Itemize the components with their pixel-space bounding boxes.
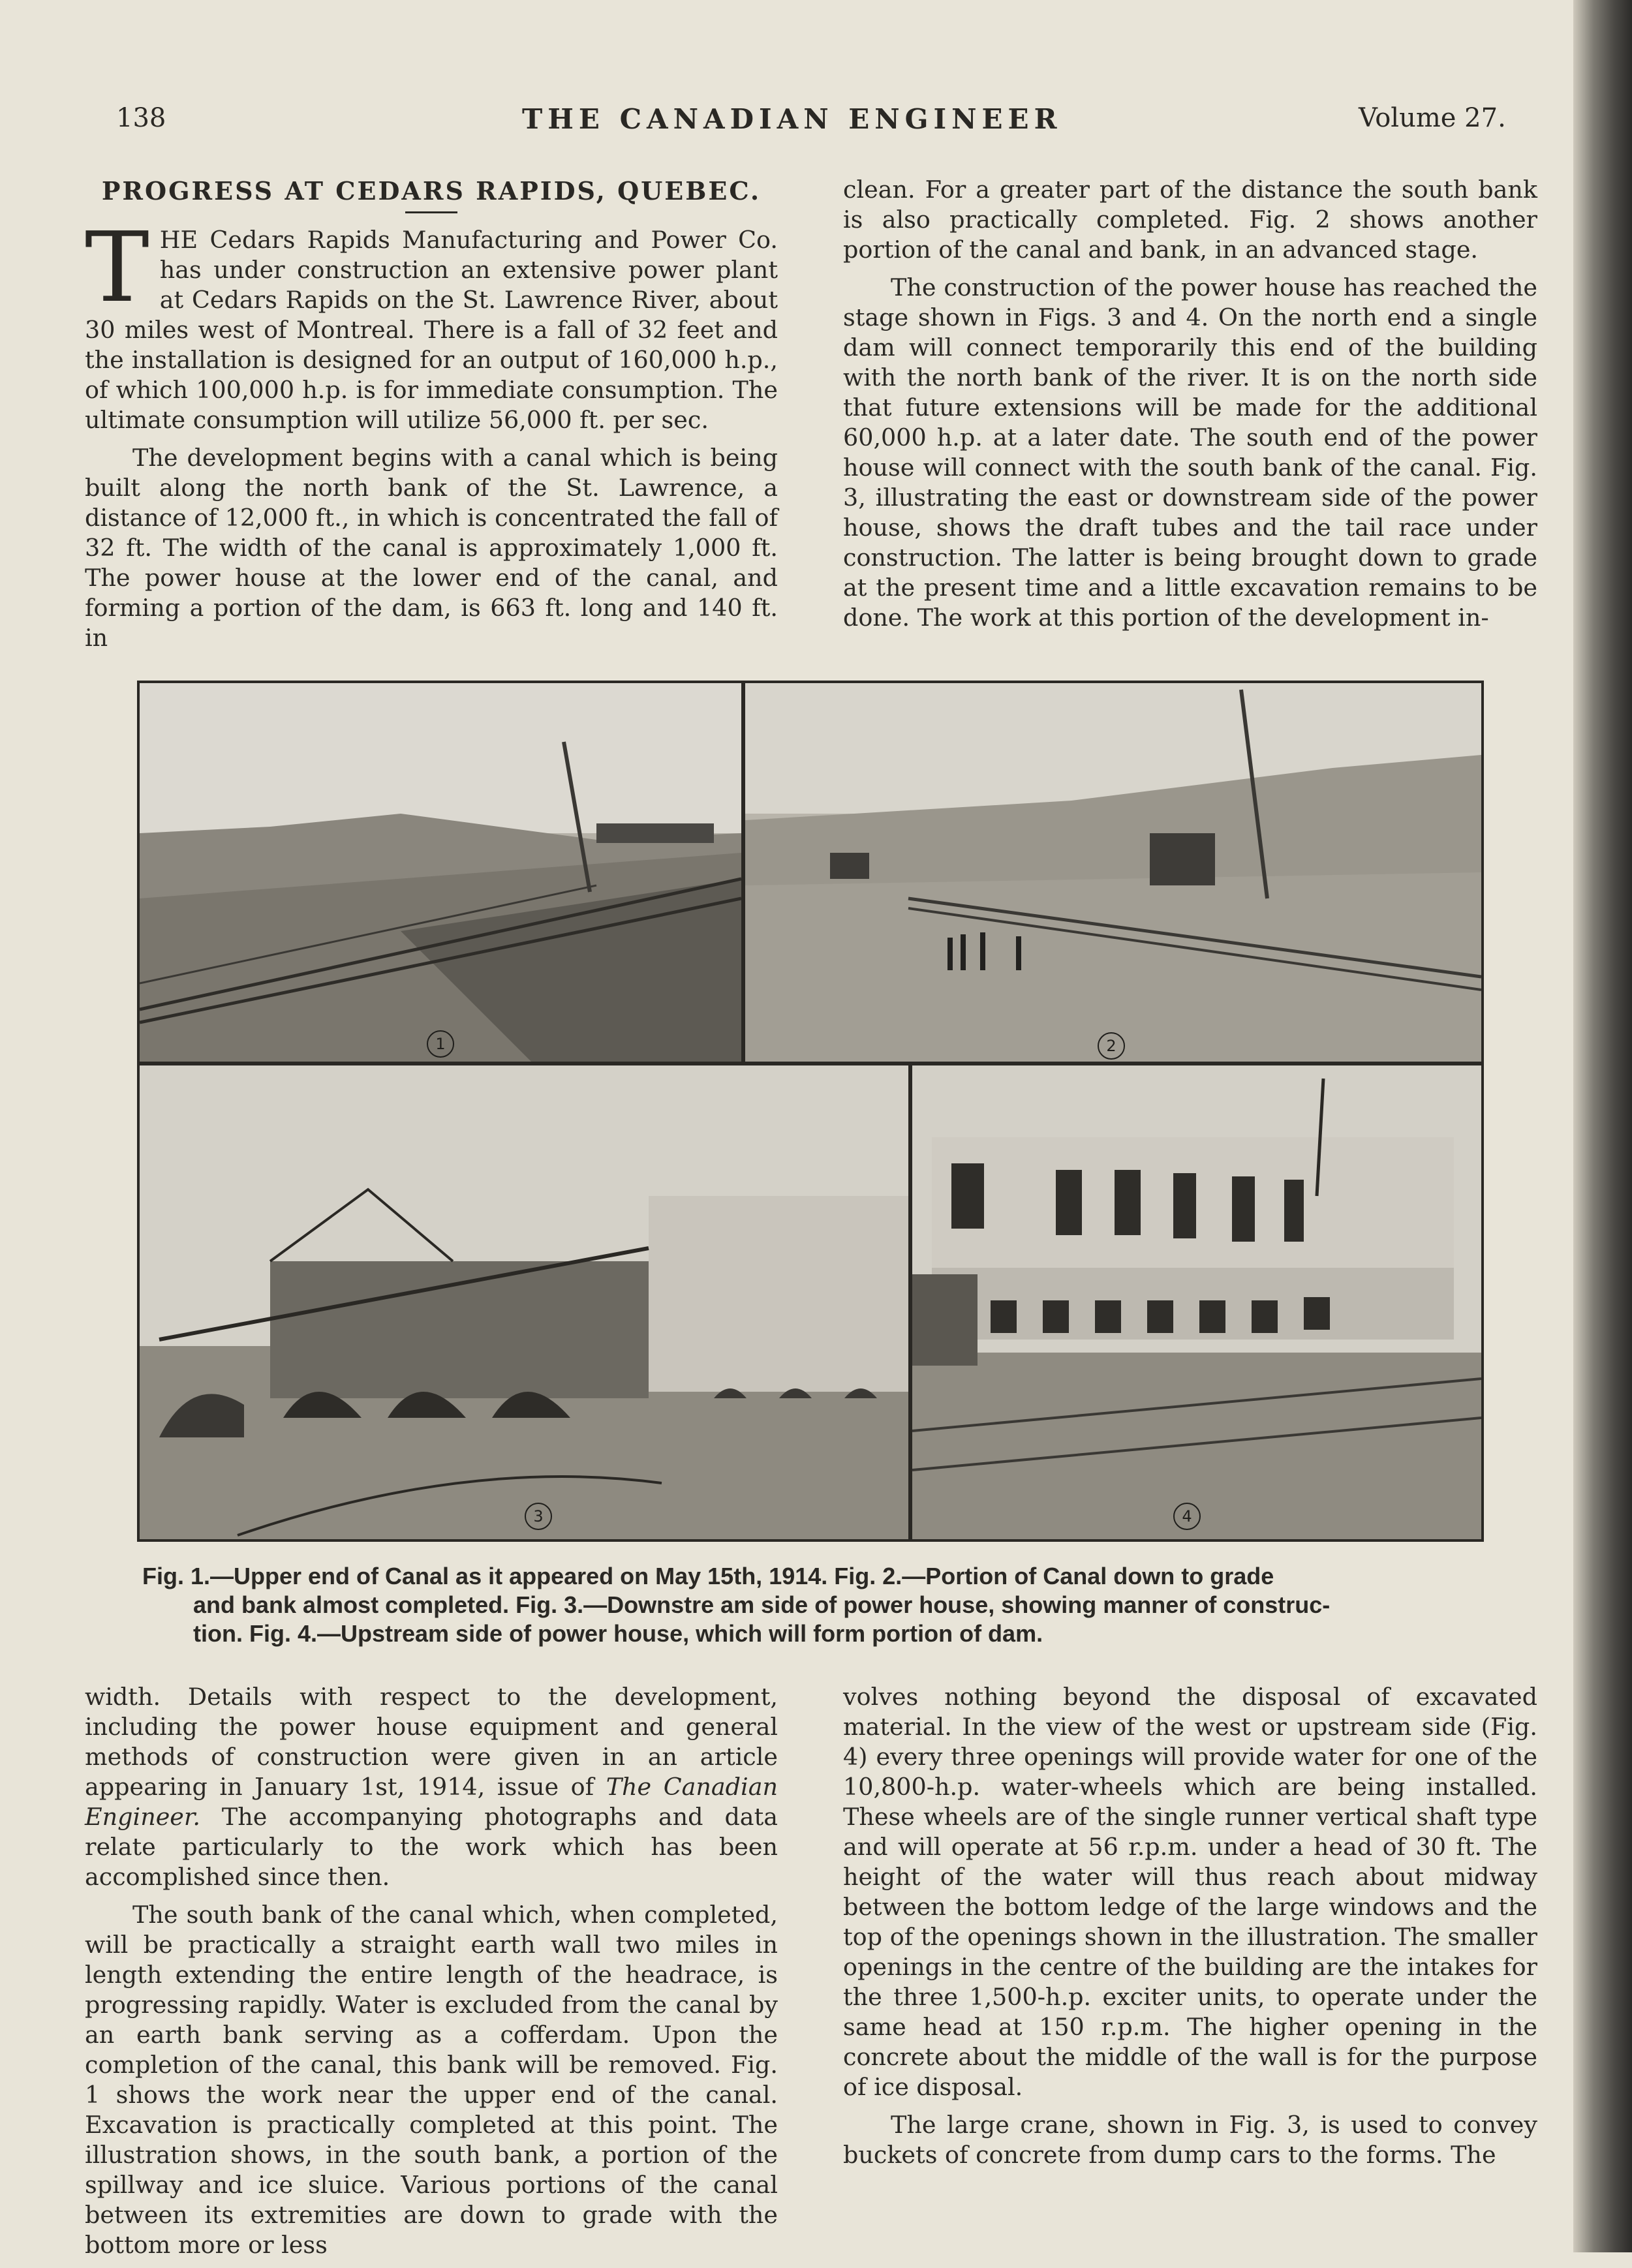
paragraph-text: The accompanying photographs and data relate particularly to the work which has been accomplished since then.	[85, 1803, 778, 1891]
paragraph: The development begins with a canal which is being built along the north bank of the St. Lawrence, a distance of 12,000 ft., in which is concentrated the fall of 32 ft. The width of the canal is approximately 1,000 ft. The power house at the lower end of the canal, and forming a portion of the dam, is 663 ft. long and 140 ft. in	[85, 444, 778, 652]
column-top-right	[843, 175, 1537, 641]
figure-4-photo	[912, 1065, 1481, 1539]
figure-2-number: 2	[1098, 1032, 1125, 1060]
paragraph: The construction of the power house has reached the stage shown in Figs. 3 and 4. On the north end a single dam will connect temporarily this end of the building with the north bank of the river. It is on the north side that future extensions will be made for the additional 60,000 h.p. at a later date. The south end of the power house will connect with the south bank of the canal. Fig. 3, illustrating the east or downstream side of the power house, shows the draft tubes and the tail race under construction. The latter is being brought down to grade at the present time and a little excavation remains to be done. The work at this portion of the development in-	[843, 273, 1537, 632]
photo-plate	[137, 681, 1484, 1542]
paragraph	[85, 211, 778, 435]
caption-line: tion. Fig. 4.—Upstream side of power house, which will form portion of dam.	[193, 1620, 1043, 1647]
figure-2-photo	[745, 683, 1481, 1062]
paragraph: The south bank of the canal which, when completed, will be practically a straight earth wall two miles in length extending the entire length of the headrace, is progressing rapidly. Water is excluded from the canal by an earth bank serving as a cofferdam. Upon the completion of the canal, this bank will be removed. Fig. 1 shows the work near the upper end of the canal. Excavation is practically completed at this point. The illustration shows, in the south bank, a portion of the spillway and ice sluice. Various portions of the canal between its extremities are down to grade with the bottom more or less	[85, 1901, 778, 2259]
column-bottom-left	[85, 1682, 778, 2268]
caption-line: Fig. 1.—Upper end of Canal as it appeared on May 15th, 1914. Fig. 2.—Portion of Canal down to grade	[142, 1563, 1274, 1589]
column-bottom-right	[843, 1682, 1537, 2178]
figure-1-number: 1	[427, 1030, 454, 1058]
article-title: PROGRESS AT CEDARS RAPIDS, QUEBEC.	[101, 176, 762, 206]
figure-caption	[142, 1562, 1473, 1648]
paragraph	[85, 1682, 778, 1892]
drop-cap: T	[85, 211, 149, 324]
paragraph: volves nothing beyond the disposal of excavated material. In the view of the west or upstream side (Fig. 4) every three openings will provide water for one of the 10,800-h.p. water-wheels which are being installed. These wheels are of the single runner vertical shaft type and will operate at 56 r.p.m. under a head of 30 ft. The height of the water will thus reach about midway between the bottom ledge of the large windows and the top of the openings shown in the illustration. The smaller openings in the centre of the building are the intakes for the three 1,500-h.p. exciter units, to operate under the same head at 150 r.p.m. The higher opening in the concrete about the middle of the wall is for the purpose of ice disposal.	[843, 1683, 1537, 2101]
column-top-left	[85, 175, 778, 661]
figure-4-number: 4	[1173, 1503, 1201, 1530]
page-binding-edge	[1573, 0, 1632, 2252]
figure-1-photo	[140, 683, 741, 1062]
publication-title: The Canadian Engineer.	[85, 1773, 778, 1831]
paragraph-text: HE Cedars Rapids Manufacturing and Power Co. has under construction an extensive power plant at Cedars Rapids on the St. Lawrence River, about 30 miles west of Montreal. There is a fall of 32 feet and the installation is designed for an output of 160,000 h.p., of which 100,000 h.p. is for immediate consumption. The ultimate consumption will utilize 56,000 ft. per sec.	[85, 226, 778, 434]
page-number: 138	[116, 103, 166, 133]
volume-label: Volume 27.	[1359, 103, 1506, 133]
paragraph: clean. For a greater part of the distance the south bank is also practically completed. Fig. 2 shows another portion of the canal and bank, in an advanced stage.	[843, 176, 1537, 264]
figure-3-number: 3	[525, 1503, 552, 1530]
paragraph: The large crane, shown in Fig. 3, is used to convey buckets of concrete from dump cars to the forms. The	[843, 2111, 1537, 2169]
journal-title: THE CANADIAN ENGINEER	[522, 103, 1062, 135]
paragraph-text: width. Details with respect to the development, including the power house equipment and general methods of construction were given in an article appearing in January 1st, 1914, issue of	[85, 1683, 778, 1801]
figure-3-photo	[140, 1065, 908, 1539]
caption-line: and bank almost completed. Fig. 3.—Downstre am side of power house, showing manner of construc-	[193, 1591, 1331, 1618]
title-rule	[405, 211, 457, 213]
